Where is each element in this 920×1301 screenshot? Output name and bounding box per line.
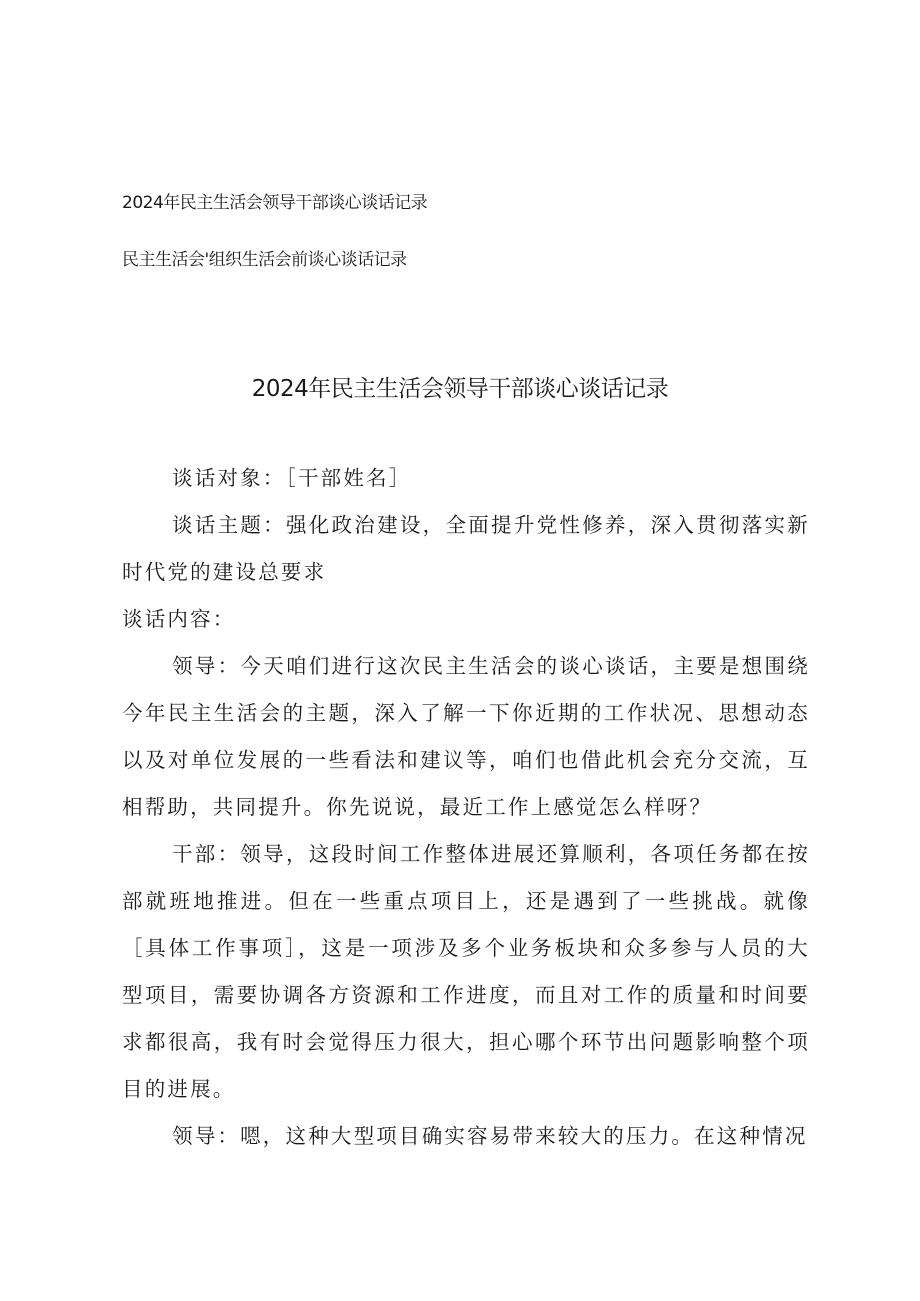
paragraph-cadre-1: 干部：领导，这段时间工作整体进展还算顺利，各项任务都在按部就班地推进。但在一些重点项目上，还是遇到了一些挑战。就像［具体工作事项］，这是一项涉及多个业务板块和众多参与人员的大型项目，需要协调各方资源和工作进度，而且对工作的质量和时间要求都很高，我有时会觉得压力很大，担心哪个环节出问题影响整个项目的进展。	[122, 842, 810, 1101]
talk-content-label: 谈话内容：	[122, 607, 236, 631]
toc-entry-1[interactable]: 2024年民主生活会领导干部谈心谈话记录	[122, 193, 428, 213]
talk-topic: 谈话主题：强化政治建设，全面提升党性修养，深入贯彻落实新时代党的建设总要求	[122, 513, 810, 584]
paragraph-leader-2: 领导：嗯，这种大型项目确实容易带来较大的压力。在这种情况	[172, 1124, 808, 1148]
document-title: 2024年民主生活会领导干部谈心谈话记录	[251, 376, 669, 402]
toc-entry-2[interactable]: 民主生活会'组织生活会前谈心谈话记录	[122, 250, 407, 270]
talk-target: 谈话对象：［干部姓名］	[172, 466, 412, 490]
paragraph-leader-1: 领导：今天咱们进行这次民主生活会的谈心谈话，主要是想围绕今年民主生活会的主题，深入了解一下你近期的工作状况、思想动态以及对单位发展的一些看法和建议等，咱们也借此机会充分交流，互相帮助，共同提升。你先说说，最近工作上感觉怎么样呀？	[122, 654, 810, 819]
document-body	[122, 455, 810, 1160]
